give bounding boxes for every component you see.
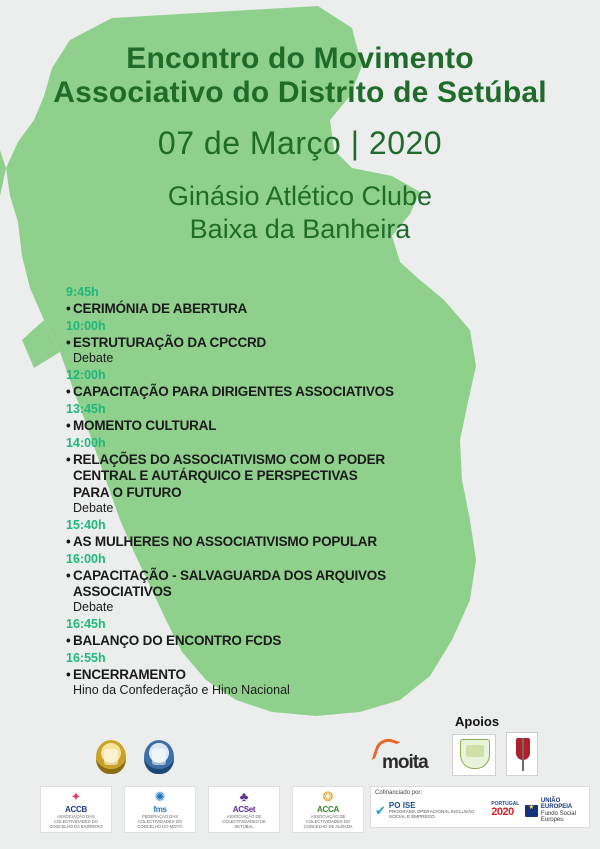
slot-time: 12:00h bbox=[66, 368, 106, 383]
programme-slot bbox=[66, 650, 396, 698]
slot-time: 16:55h bbox=[66, 651, 106, 666]
association-logo-fms bbox=[124, 786, 196, 833]
slot-note: Debate bbox=[73, 351, 114, 366]
programme-list bbox=[66, 284, 396, 699]
venue-line-2: Baixa da Banheira bbox=[189, 213, 411, 244]
venue-line-1: Ginásio Atlético Clube bbox=[167, 181, 433, 212]
slot-title-text: CAPACITAÇÃO - SALVAGUARDA DOS ARQUIVOS ASSOCIATIVOS bbox=[73, 567, 386, 599]
slot-title-text: BALANÇO DO ENCONTRO FCDS bbox=[73, 632, 282, 648]
poster-header bbox=[0, 42, 600, 245]
slot-title bbox=[66, 384, 396, 400]
cofinancing-bar bbox=[370, 786, 590, 828]
municipal-flag-icon bbox=[506, 732, 538, 776]
event-date: 07 de Março | 2020 bbox=[157, 125, 443, 162]
slot-title bbox=[66, 633, 396, 649]
association-logo-acca bbox=[292, 786, 364, 833]
slot-time: 16:00h bbox=[66, 551, 106, 566]
programme-slot bbox=[66, 318, 396, 366]
slot-time: 9:45h bbox=[66, 285, 99, 299]
portugal-label: PORTUGAL bbox=[491, 801, 520, 808]
slot-title bbox=[66, 418, 396, 434]
title-line-1: Encontro do Movimento bbox=[126, 42, 474, 75]
eu-line-1: UNIÃO EUROPEIA bbox=[540, 798, 573, 811]
supporters-logos bbox=[370, 732, 585, 776]
slot-note: Debate bbox=[73, 600, 114, 614]
bullet-icon: • bbox=[66, 567, 71, 583]
slot-title bbox=[66, 452, 396, 501]
association-mark-icon: ✦ bbox=[70, 789, 82, 804]
slot-title-text: CAPACITAÇÃO PARA DIRIGENTES ASSOCIATIVOS bbox=[73, 384, 394, 399]
bullet-icon: • bbox=[66, 418, 71, 434]
bullet-icon: • bbox=[66, 384, 71, 399]
title-line-2: Associativo do Distrito de Setúbal bbox=[53, 75, 547, 109]
association-tagline: ASSOCIAÇÃO DAS COLECTIVIDADES DO CONCELHO DA BARREIRO bbox=[49, 814, 103, 829]
supporters-label: Apoios bbox=[455, 714, 500, 729]
bullet-icon: • bbox=[66, 300, 71, 316]
slot-time: 16:45h bbox=[66, 617, 106, 631]
slot-title-text: ENCERRAMENTO bbox=[73, 666, 186, 682]
programme-slot bbox=[66, 367, 396, 400]
slot-time: 15:40h bbox=[66, 517, 106, 532]
slot-title bbox=[66, 301, 396, 317]
slot-time: 13:45h bbox=[66, 402, 106, 417]
slot-title-text: AS MULHERES NO ASSOCIATIVISMO POPULAR bbox=[73, 533, 377, 549]
cofinancing-label: Cofinanciado por: bbox=[375, 790, 423, 796]
programme-slot bbox=[66, 284, 396, 317]
poise-name: PO ISE bbox=[388, 800, 416, 810]
slot-time: 10:00h bbox=[66, 319, 106, 334]
european-union-logo bbox=[525, 798, 585, 823]
association-mark-icon: ♣ bbox=[239, 789, 249, 804]
bullet-icon: • bbox=[66, 334, 71, 350]
association-mark-icon: ✺ bbox=[154, 789, 166, 804]
slot-title bbox=[66, 568, 396, 600]
association-logo-acset bbox=[208, 786, 280, 833]
moita-logo-text: moita bbox=[382, 752, 428, 773]
slot-note: Debate bbox=[73, 500, 114, 515]
programme-slot bbox=[66, 435, 396, 515]
moita-municipality-logo bbox=[370, 736, 442, 776]
eu-flag-icon bbox=[525, 805, 538, 817]
association-tagline: ASSOCIAÇÃO DE COLECTIVIDADES DO CONCELHO DE ALMADA bbox=[303, 814, 353, 829]
bullet-icon: • bbox=[66, 632, 71, 648]
slot-title bbox=[66, 534, 396, 550]
slot-title-text: ESTRUTURAÇÃO DA CPCCRD bbox=[73, 334, 267, 350]
slot-title-text: MOMENTO CULTURAL bbox=[73, 418, 217, 434]
slot-note: Hino da Confederação e Hino Nacional bbox=[73, 683, 290, 698]
seal-gold-emblem bbox=[96, 740, 126, 774]
institutional-seals bbox=[96, 740, 174, 774]
association-mark-icon: ❂ bbox=[322, 789, 334, 804]
slot-title-text: RELAÇÕES DO ASSOCIATIVISMO COM O PODER CENTRAL E AUTÁRQUICO E PERSPECTIVAS PARA O FUTURO bbox=[73, 452, 385, 500]
eu-line-2: Fundo Social Europeu bbox=[540, 810, 576, 823]
association-name: ACCA bbox=[317, 805, 339, 814]
programme-slot bbox=[66, 616, 396, 649]
association-name: fms bbox=[153, 805, 167, 814]
poise-subtitle: PROGRAMA OPERACIONAL INCLUSÃO SOCIAL E EMPREGO bbox=[388, 808, 475, 819]
slot-title bbox=[66, 335, 396, 351]
association-name: ACCB bbox=[65, 805, 87, 814]
programme-slot bbox=[66, 551, 396, 615]
association-tagline: FEDERAÇÃO DAS COLECTIVIDADES DO CONCELHO DO MOITA bbox=[137, 814, 183, 829]
slot-time: 14:00h bbox=[66, 436, 106, 451]
association-name: ACSet bbox=[232, 805, 256, 814]
municipal-shield-icon bbox=[452, 734, 496, 776]
portugal-2020-logo bbox=[491, 802, 519, 819]
programme-slot bbox=[66, 401, 396, 434]
portugal-year: 2020 bbox=[491, 806, 514, 819]
programme-slot bbox=[66, 517, 396, 550]
bullet-icon: • bbox=[66, 666, 71, 682]
bullet-icon: • bbox=[66, 533, 71, 549]
poise-logo bbox=[375, 802, 485, 820]
association-logo-accb bbox=[40, 786, 112, 833]
association-tagline: ASSOCIAÇÃO DE COLECTIVIDADES DE SETÚBAL bbox=[222, 814, 266, 829]
slot-title bbox=[66, 667, 396, 683]
bullet-icon: • bbox=[66, 452, 71, 468]
seal-blue-emblem bbox=[144, 740, 174, 774]
slot-title-text: CERIMÓNIA DE ABERTURA bbox=[73, 300, 248, 316]
check-icon: ✔ bbox=[375, 803, 386, 819]
association-logos bbox=[40, 786, 364, 833]
